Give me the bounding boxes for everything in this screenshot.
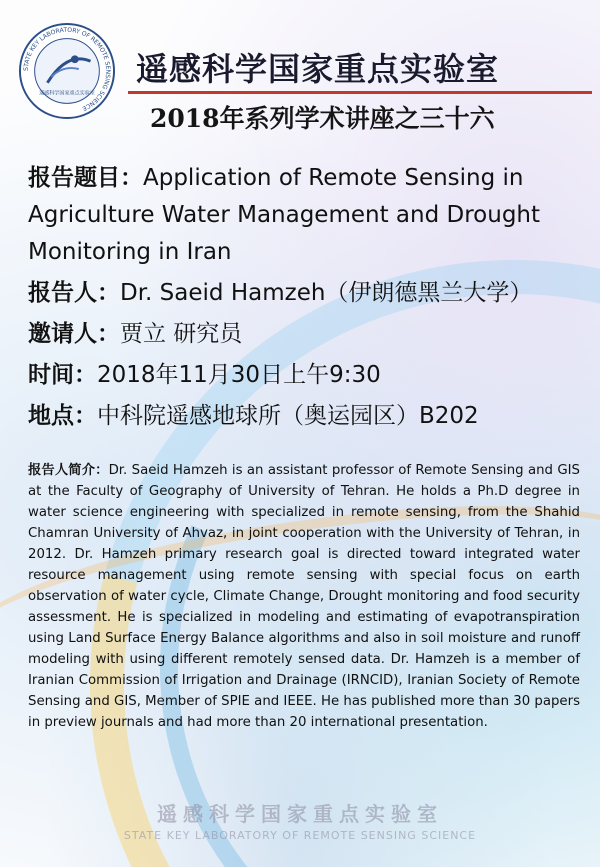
footer-watermark <box>0 798 600 842</box>
host-row <box>28 316 584 353</box>
bio-label: 报告人简介： <box>28 463 109 478</box>
header-divider <box>128 91 592 94</box>
place-label: 地点： <box>28 403 97 429</box>
time-label: 时间： <box>28 362 97 388</box>
lecture-series-title: 2018年系列学术讲座之三十六 <box>150 104 495 133</box>
talk-title-line: Application of Remote Sensing in <box>143 165 524 191</box>
talk-title-label: 报告题目： <box>28 165 143 191</box>
talk-title-line: Agriculture Water Management and Drought <box>28 202 541 228</box>
speaker-label: 报告人： <box>28 280 120 306</box>
speaker-bio <box>28 460 580 733</box>
place-row <box>28 398 584 435</box>
footer-lab-name-en: STATE KEY LABORATORY OF REMOTE SENSING SCIENCE <box>123 829 477 842</box>
talk-title-line: Monitoring in Iran <box>28 239 232 265</box>
place-value: 中科院遥感地球所（奥运园区）B202 <box>97 403 479 429</box>
lab-title: 遥感科学国家重点实验室 <box>136 50 500 88</box>
speaker-value: Dr. Saeid Hamzeh（伊朗德黑兰大学） <box>120 280 533 306</box>
talk-title-row <box>28 160 584 271</box>
logo-ring-text: STATE KEY LABORATORY OF REMOTE SENSING SCIENCE <box>22 26 112 112</box>
speaker-row <box>28 275 584 312</box>
bio-text: Dr. Saeid Hamzeh is an assistant professor of Remote Sensing and GIS at the Faculty of Geography of University of Tehran. He holds a Ph.D degree in water science engineering with specialized in remote sensing, from the Shahid Chamran University of Ahvaz, in joint cooperation with the University of Tehran, in 2012. Dr. Hamzeh primary research goal is directed toward integrated water resource management using remote sensing with special focus on earth observation of water cycle, Climate Change, Drought monitoring and food security assessment. He is specialized in modeling and estimating of evapotranspiration using Land Surface Energy Balance algorithms and also in soil moisture and runoff modeling with using different remotely sensed data. Dr. Hamzeh is a member of Iranian Commission of Irrigation and Drainage (IRNCID), Iranian Society of Remote Sensing and GIS, Member of SPIE and IEEE. He has published more than 30 papers in preview journals and had more than 20 international presentation. <box>28 463 581 730</box>
logo-inner-text: 遥感科学国家重点实验室 <box>39 90 95 97</box>
lab-logo-icon <box>18 22 116 120</box>
host-label: 邀请人： <box>28 321 120 347</box>
host-value: 贾立 研究员 <box>120 321 243 347</box>
footer-lab-name-cn: 遥感科学国家重点实验室 <box>157 802 443 826</box>
talk-info <box>28 160 584 439</box>
time-value: 2018年11月30日上午9:30 <box>97 362 381 388</box>
time-row <box>28 357 584 394</box>
